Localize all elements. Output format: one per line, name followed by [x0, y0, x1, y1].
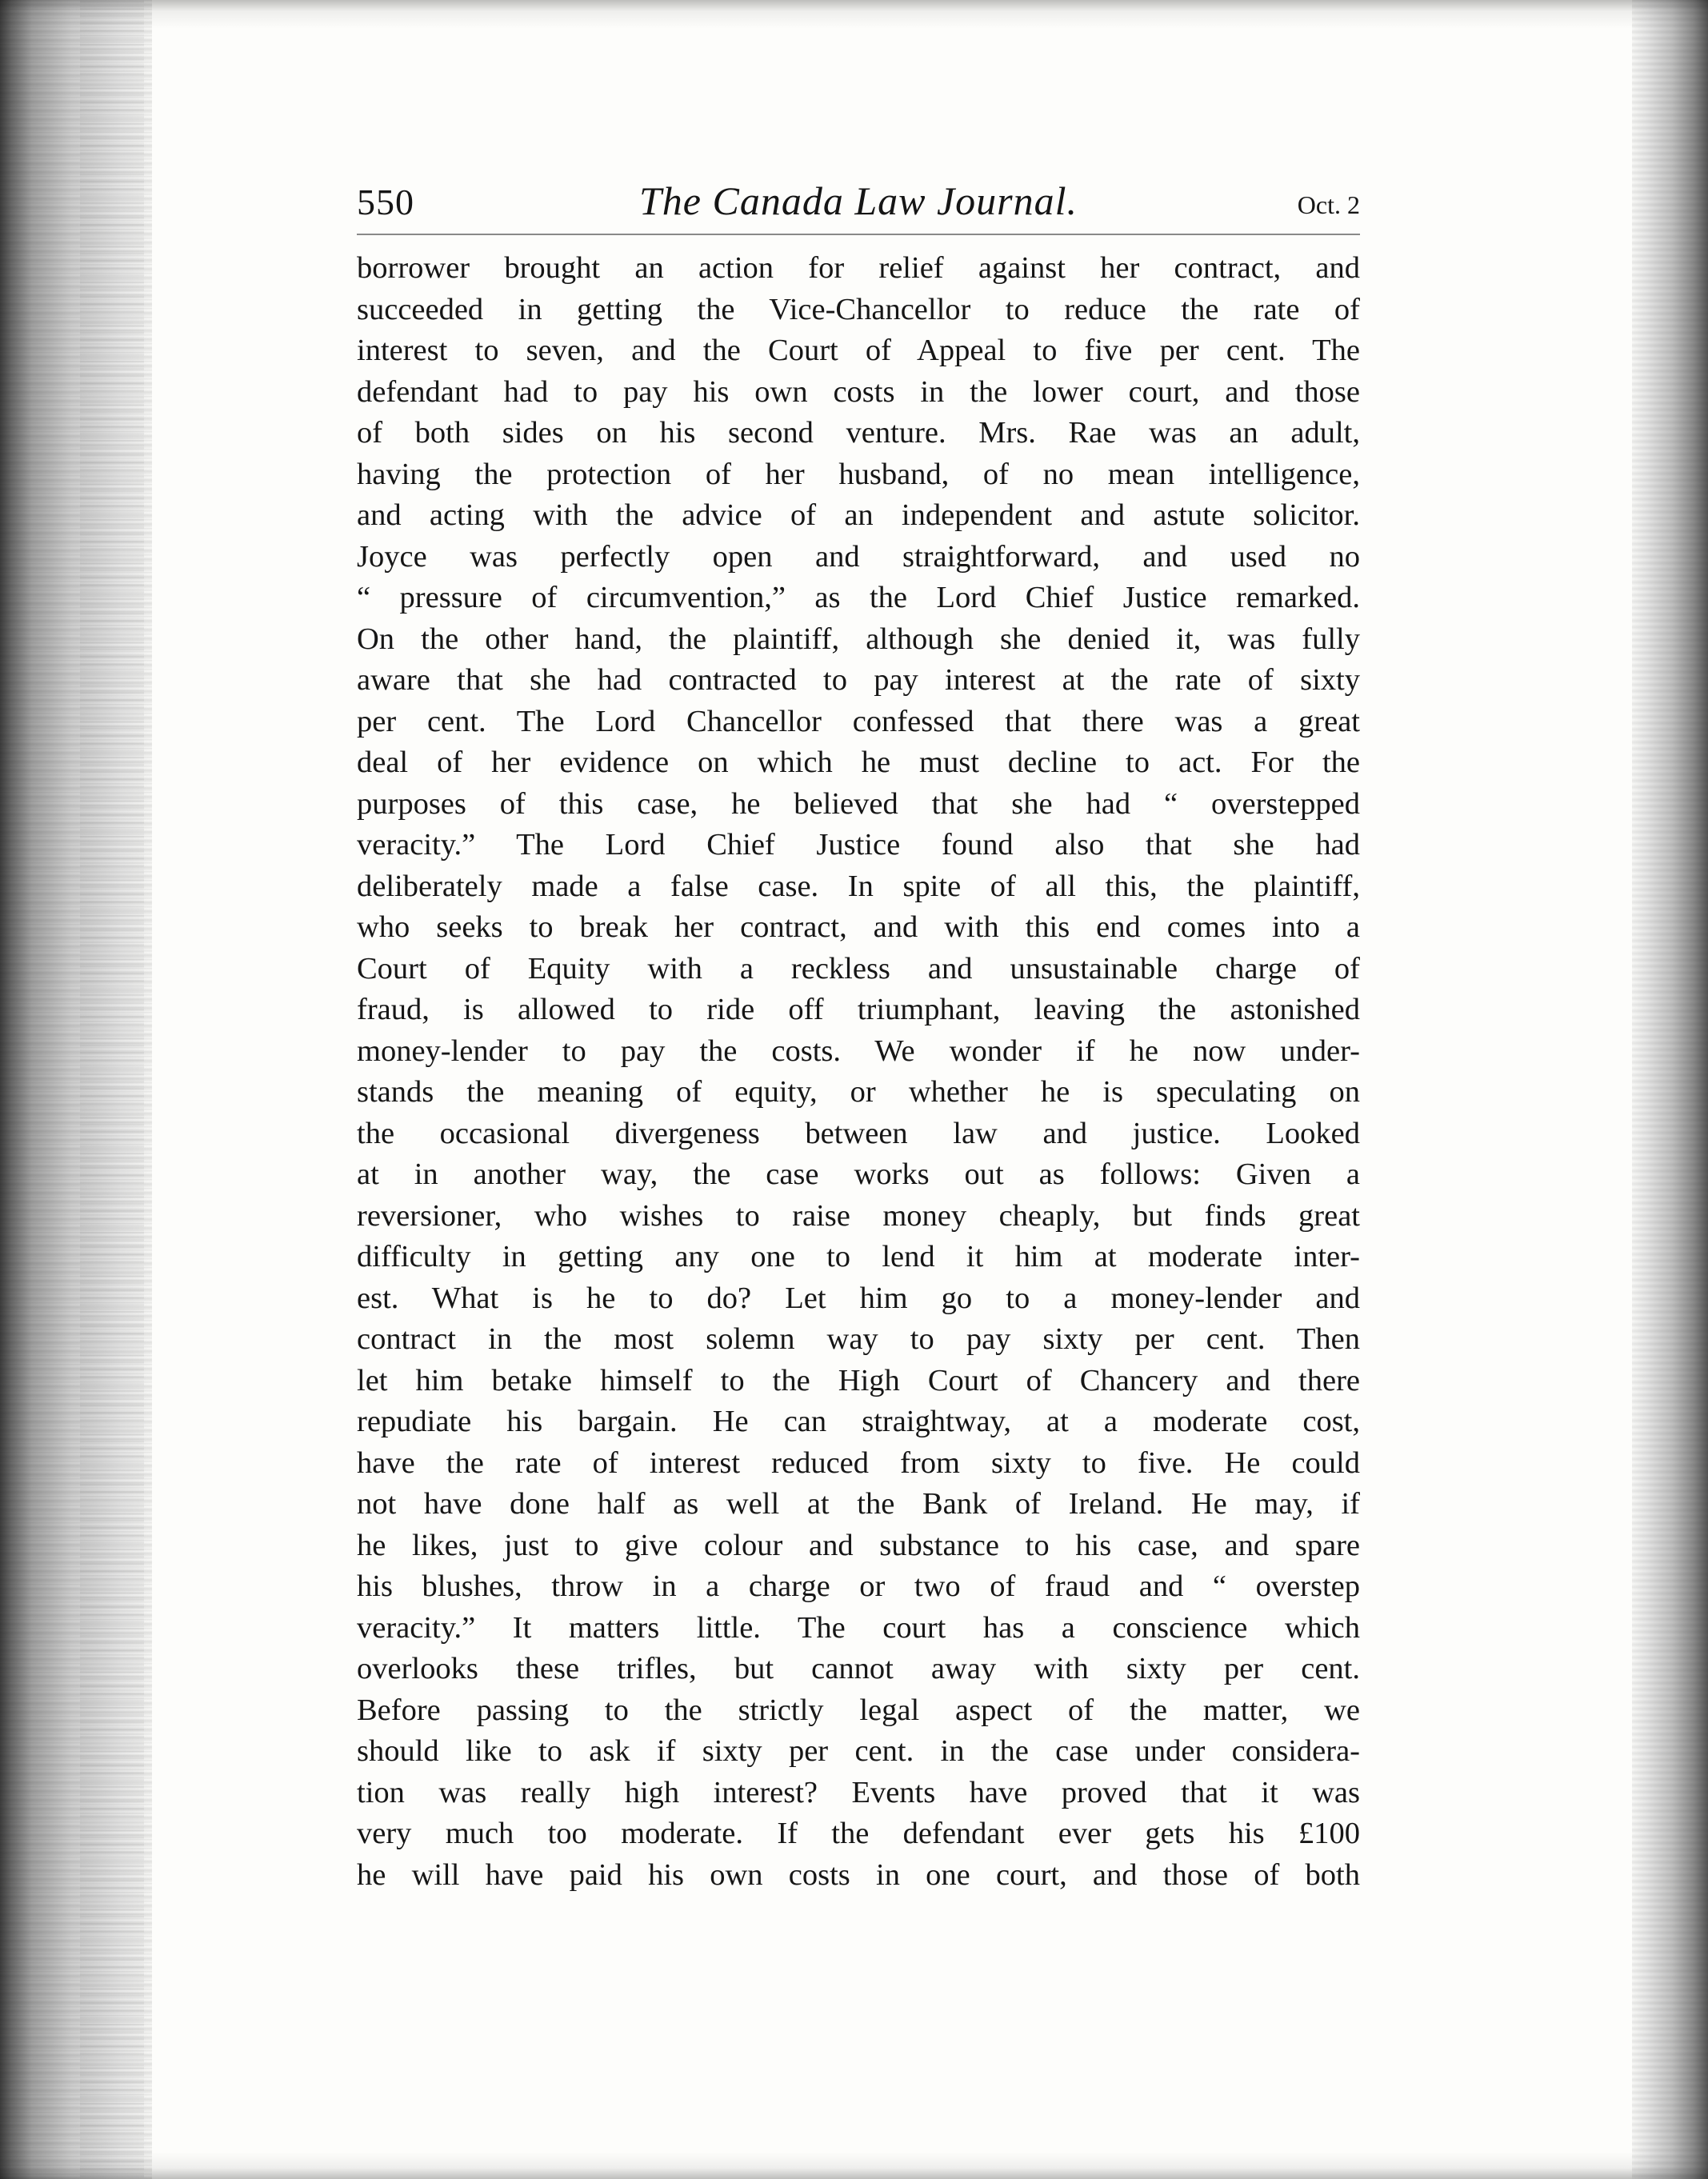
text-line: very much too moderate. If the defendant ever gets his £100	[357, 1817, 1360, 1850]
text-line: fraud, is allowed to ride off triumphant, leaving the astonished	[357, 993, 1360, 1026]
text-line: purposes of this case, he believed that she had “ overstepped	[357, 786, 1360, 821]
text-line: contract in the most solemn way to pay sixty per cent. Then	[357, 1322, 1360, 1356]
text-line: overlooks these trifles, but cannot away with sixty per cent.	[357, 1652, 1360, 1685]
text-line: est. What is he to do? Let him go to a money-lender and	[357, 1281, 1360, 1315]
text-line: the occasional divergeness between law and justice. Looked	[357, 1116, 1360, 1150]
text-line: stands the meaning of equity, or whether he is speculating on	[357, 1075, 1360, 1109]
text-line: have the rate of interest reduced from sixty to five. He could	[357, 1445, 1360, 1480]
issue-date: Oct. 2	[1297, 190, 1360, 219]
scan-edge-right	[1632, 0, 1708, 2179]
text-line: and acting with the advice of an independent and astute solicitor.	[357, 498, 1360, 532]
text-line: Court of Equity with a reckless and unsustainable charge of	[357, 951, 1360, 986]
text-line: tion was really high interest? Events have proved that it was	[357, 1775, 1360, 1809]
header-rule	[357, 234, 1360, 235]
text-line: veracity.” The Lord Chief Justice found also that she had	[357, 828, 1360, 862]
running-header	[357, 178, 1360, 234]
text-line: deal of her evidence on which he must decline to act. For the	[357, 746, 1360, 779]
text-line: he likes, just to give colour and substance to his case, and spare	[357, 1528, 1360, 1562]
text-line: On the other hand, the plaintiff, although she denied it, was fully	[357, 622, 1360, 656]
text-line: deliberately made a false case. In spite of all this, the plaintiff,	[357, 869, 1360, 903]
body-text	[357, 248, 1360, 1896]
text-line: reversioner, who wishes to raise money cheaply, but finds great	[357, 1198, 1360, 1233]
text-line: let him betake himself to the High Court of Chancery and there	[357, 1363, 1360, 1397]
scan-edge-bottom	[0, 2152, 1708, 2179]
text-line: not have done half as well at the Bank of Ireland. He may, if	[357, 1487, 1360, 1521]
text-line: who seeks to break her contract, and with this end comes into a	[357, 910, 1360, 944]
text-line: his blushes, throw in a charge or two of fraud and “ overstep	[357, 1569, 1360, 1603]
text-line: Joyce was perfectly open and straightforward, and used no	[357, 539, 1360, 574]
text-line: difficulty in getting any one to lend it him at moderate inter-	[357, 1240, 1360, 1273]
text-line: defendant had to pay his own costs in the lower court, and those	[357, 374, 1360, 409]
text-line: should like to ask if sixty per cent. in the case under considera-	[357, 1734, 1360, 1768]
page-number: 550	[357, 182, 414, 222]
text-line: aware that she had contracted to pay interest at the rate of sixty	[357, 663, 1360, 697]
text-line: Before passing to the strictly legal aspect of the matter, we	[357, 1693, 1360, 1727]
scan-edge-left-texture	[80, 0, 144, 2179]
text-line: having the protection of her husband, of no mean intelligence,	[357, 457, 1360, 491]
text-line: of both sides on his second venture. Mrs. Rae was an adult,	[357, 416, 1360, 450]
journal-title: The Canada Law Journal.	[638, 178, 1078, 223]
text-line: interest to seven, and the Court of Appeal to five per cent. The	[357, 334, 1360, 367]
scan-edge-top	[0, 0, 1708, 29]
text-line: at in another way, the case works out as follows: Given a	[357, 1157, 1360, 1191]
text-line: money-lender to pay the costs. We wonder if he now under-	[357, 1034, 1360, 1068]
text-line: repudiate his bargain. He can straightway, at a moderate cost,	[357, 1405, 1360, 1438]
text-line: he will have paid his own costs in one court, and those of both	[357, 1857, 1360, 1892]
text-line: succeeded in getting the Vice-Chancellor to reduce the rate of	[357, 292, 1360, 326]
text-line: veracity.” It matters little. The court has a conscience which	[357, 1610, 1360, 1645]
text-line: “ pressure of circumvention,” as the Lord Chief Justice remarked.	[357, 581, 1360, 614]
text-line: per cent. The Lord Chancellor confessed that there was a great	[357, 704, 1360, 738]
text-line: borrower brought an action for relief against her contract, and	[357, 251, 1360, 285]
